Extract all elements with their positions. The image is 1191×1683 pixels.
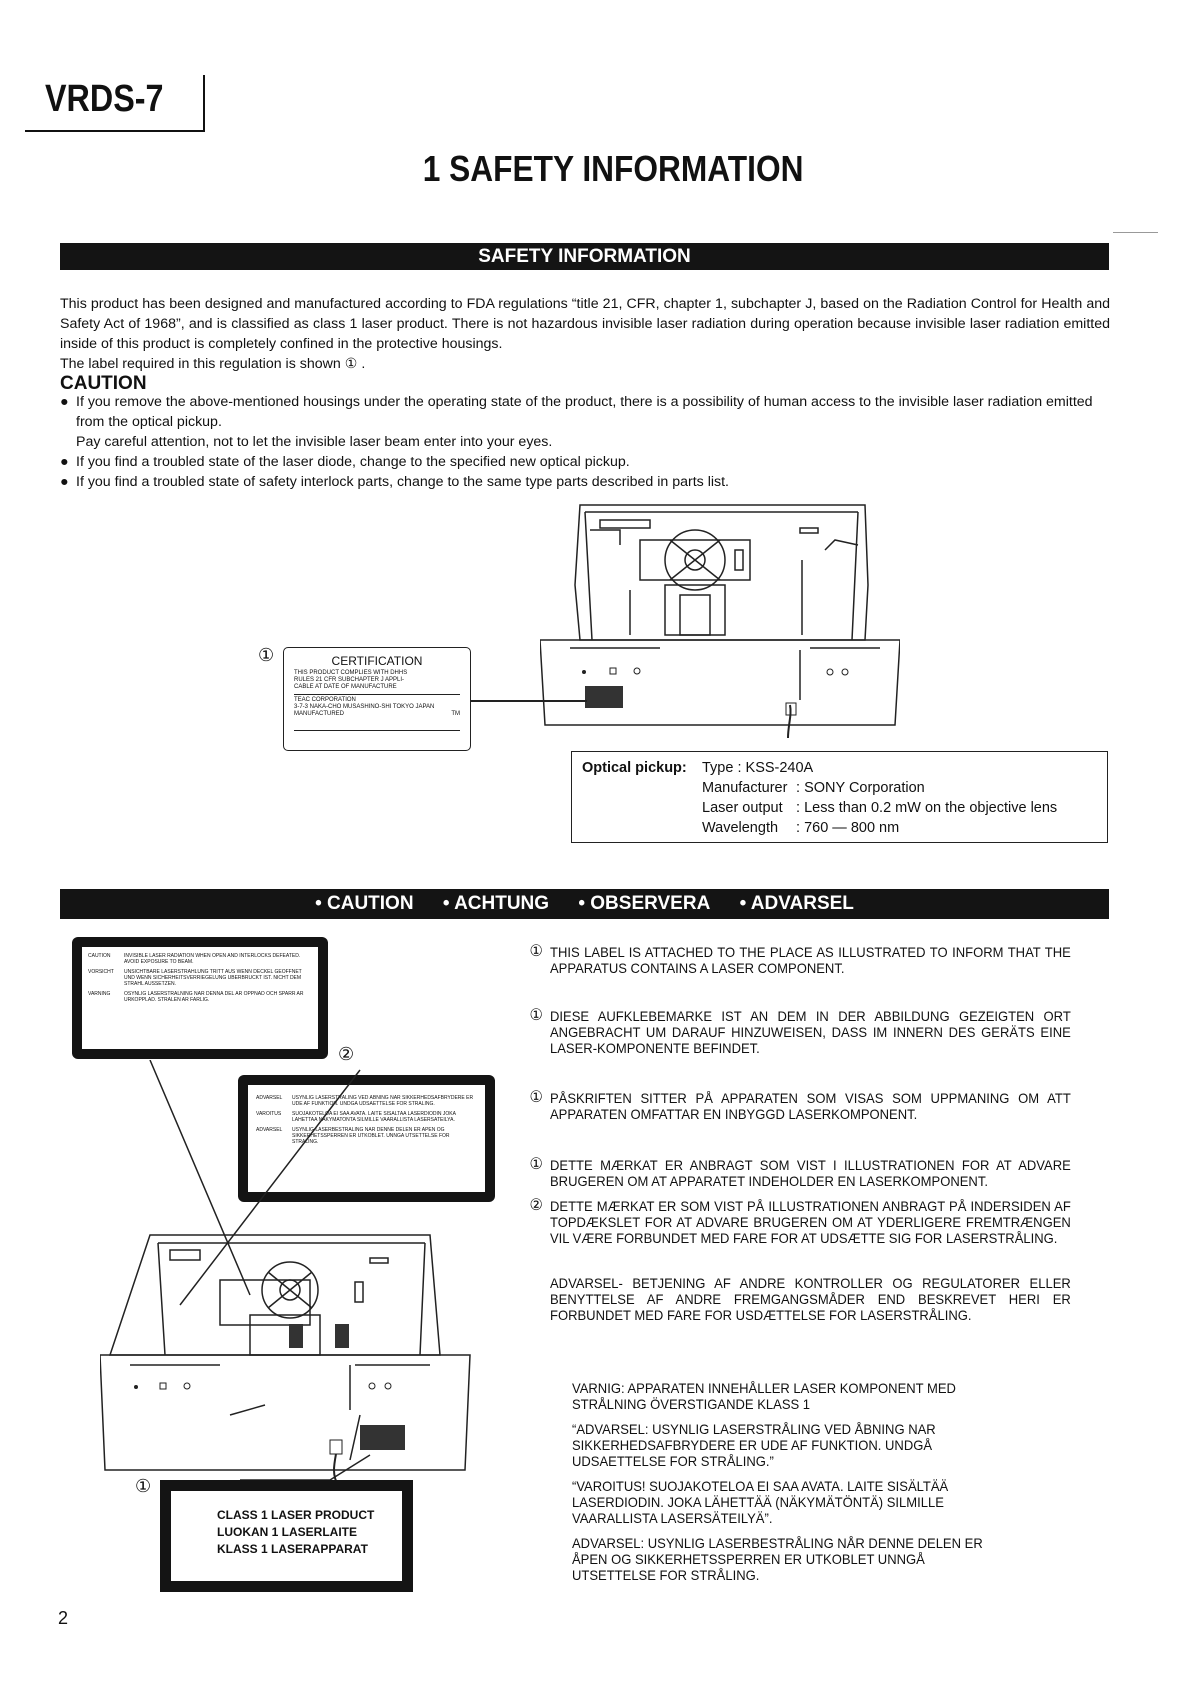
optical-row xyxy=(702,758,1057,778)
cert-bottom-rule xyxy=(294,730,460,731)
lang-text: DIESE AUFKLEBEMARKE IST AN DEM IN DER ABBILDUNG GEZEIGTEN ORT ANGEBRACHT UM DARAUF HINZUWEISEN, DASS IM INNERN DES GERÄTS EINE LASER-KOMPONENTE BEFINDET. xyxy=(550,1008,1071,1056)
label1-key: VORSICHT xyxy=(88,969,114,975)
label2-key: VAROITUS xyxy=(256,1111,282,1117)
note-varoitus: “VAROITUS! SUOJAKOTELOA EI SAA AVATA. LAITE SISÄLTÄÄ LASERDIODIN. JOKA LÄHETTÄÄ (NÄKYMÄTÖNTÄ) SILMILLE VAARALLISTA LASERSÄTEILYÄ”. xyxy=(572,1478,949,1526)
label1-row xyxy=(88,969,312,987)
bullet-text: If you remove the above-mentioned housings under the operating state of the product, there is a possibility of human access to the invisible laser radiation emitted from the optical pickup. xyxy=(76,394,1093,430)
caution-heading: CAUTION xyxy=(60,373,147,394)
bar-achtung: • ACHTUNG xyxy=(442,893,550,914)
label2-key: ADVARSEL xyxy=(256,1127,283,1133)
cert-address: 3-7-3 NAKA-CHO MUSASHINO-SHI TOKYO JAPAN xyxy=(294,704,435,710)
note-advarsel-no: ADVARSEL: USYNLIG LASERBESTRÅLING NÅR DENNE DELEN ER ÅPEN OG SIKKERHETSSPERREN ER UTKOBLET UNNGÅ UTSETTELSE FOR STRÅLING. xyxy=(572,1535,983,1583)
section-bar-safety: SAFETY INFORMATION xyxy=(60,243,1109,270)
optical-row xyxy=(702,818,1057,838)
lang-num: ① xyxy=(529,1156,543,1173)
bar-observera: • OBSERVERA xyxy=(578,893,711,914)
callout-1: ① xyxy=(258,645,275,665)
optical-key: Laser output xyxy=(702,800,783,816)
lang-item-en xyxy=(529,943,1071,976)
bar-advarsel: • ADVARSEL xyxy=(739,893,854,914)
section-bar-caution xyxy=(60,889,1109,919)
cert-tm: TM xyxy=(451,711,460,717)
lang-text: PÅSKRIFTEN SITTER PÅ APPARATEN SOM VISAS SOM UPPMANING OM ATT APPARATEN OMFATTAR EN INBYGGD LASERKOMPONENT. xyxy=(550,1090,1071,1122)
bullet-item: ● If you find a troubled state of the laser diode, change to the specified new optical pickup. xyxy=(60,454,630,470)
bullet-text: If you find a troubled state of safety interlock parts, change to the same type parts described in parts list. xyxy=(76,474,729,490)
model-divider xyxy=(203,75,205,132)
lang-num: ② xyxy=(529,1197,543,1214)
callout-1-bottom: ① xyxy=(135,1476,152,1496)
class-line: CLASS 1 LASER PRODUCT xyxy=(217,1508,375,1522)
certification-label xyxy=(283,647,471,751)
device-bottom-illustration xyxy=(100,1060,480,1490)
label2-text: SUOJAKOTELOA EI SAA AVATA. LAITE SISALTAA LASERDIODIN JOKA LAHETTAA NAKYMATONTA SILMILLE VAARALLISTA LASERSATEILYA. xyxy=(292,1111,456,1123)
label1-row xyxy=(88,991,312,1003)
cert-title: CERTIFICATION xyxy=(331,654,423,668)
label2-key: ADVARSEL xyxy=(256,1095,283,1101)
page-number: 2 xyxy=(58,1608,69,1628)
optical-row xyxy=(702,798,1057,818)
optical-label: Optical pickup: xyxy=(582,760,687,776)
model-underline xyxy=(25,130,205,132)
bar-caution: • CAUTION xyxy=(315,893,414,914)
lang-num: ① xyxy=(529,1007,543,1024)
optical-key: Manufacturer xyxy=(702,780,788,796)
optical-pickup-box xyxy=(571,751,1108,843)
lang-num: ① xyxy=(529,1089,543,1106)
page-title: 1 SAFETY INFORMATION xyxy=(422,148,804,189)
label1-key: CAUTION xyxy=(88,953,111,959)
optical-row xyxy=(702,778,1057,798)
optical-value: : SONY Corporation xyxy=(796,780,925,796)
label1-text: INVISIBLE LASER RADIATION WHEN OPEN AND INTERLOCKS DEFEATED. AVOID EXPOSURE TO BEAM. xyxy=(124,953,301,965)
label2-text: USYNLIG LASERBESTRALING NAR DENNE DELEN ER APEN OG SIKKERHETSSPERREN ER UTKOBLET. UNNGA UTSETTELSE FOR STRALING. xyxy=(292,1127,450,1145)
label1-text: UNSICHTBARE LASERSTRAHLUNG TRITT AUS WENN DECKEL GEOFFNET UND WENN SICHERHEITSVERRIEGELUNG UBERBRUCKT IST. NICHT DEM STRAHL AUSSETZEN. xyxy=(124,969,302,987)
lang-text: DETTE MÆRKAT ER ANBRAGT SOM VIST I ILLUSTRATIONEN FOR AT ADVARE BRUGEREN OM AT APPARATET INDEHOLDER EN LASERKOMPONENT. xyxy=(550,1157,1071,1189)
class-line: KLASS 1 LASERAPPARAT xyxy=(217,1542,368,1556)
optical-key: Type xyxy=(702,760,734,776)
cert-maker: TEAC CORPORATION xyxy=(294,694,460,704)
class-line: LUOKAN 1 LASERLAITE xyxy=(217,1525,358,1539)
optical-key: Wavelength xyxy=(702,820,779,836)
callout-2: ② xyxy=(338,1044,355,1064)
class-1-label xyxy=(160,1480,413,1592)
note-advarsel-dk: “ADVARSEL: USYNLIG LASERSTRÅLING VED ÅBNING NAR SIKKERHEDSAFBRYDERE ER UDE AF FUNKTION. UNDGÅ UDSAETTELSE FOR STRÅLING.” xyxy=(572,1421,936,1469)
lang-text: THIS LABEL IS ATTACHED TO THE PLACE AS ILLUSTRATED TO INFORM THAT THE APPARATUS CONTAINS A LASER COMPONENT. xyxy=(550,944,1071,976)
cert-line: THIS PRODUCT COMPLIES WITH DHHS xyxy=(294,670,408,676)
bullet-extra-text: Pay careful attention, not to let the invisible laser beam enter into your eyes. xyxy=(76,434,553,450)
model-name: VRDS-7 xyxy=(45,78,164,120)
note-varnig: VARNIG: APPARATEN INNEHÅLLER LASER KOMPONENT MED STRÅLNING ÖVERSTIGANDE KLASS 1 xyxy=(572,1380,956,1412)
intro-paragraph: This product has been designed and manufactured according to FDA regulations “title 21, CFR, chapter 1, subchapter J, based on the Radiation Control for Health and Safety Act of 1968”, and is classified as class 1 laser product. There is not hazardous invisible laser radiation during operation because invisible laser radiation emitted inside of this product is completely confined in the protective housings. xyxy=(60,296,1110,352)
lang-item-da2 xyxy=(529,1197,1071,1246)
label2-text: USYNLIG LASERSTRALING VED ABNING NAR SIKKERHEDSAFBRYDERE ER UDE AF FUNKTION. UNDGA UDSAETTELSE FOR STRALING. xyxy=(292,1095,474,1107)
lang-item-da xyxy=(529,1156,1071,1189)
label1-row xyxy=(88,953,312,965)
bullet-item: ● If you remove the above-mentioned housings under the operating state of the product, there is a possibility of human access to the invisible laser radiation emitted from the optical pickup. xyxy=(60,394,1093,430)
lang-num: ① xyxy=(529,943,543,960)
warning-label-1 xyxy=(72,937,328,1059)
lang-text: DETTE MÆRKAT ER SOM VIST PÅ ILLUSTRATIONEN ANBRAGT PÅ INDERSIDEN AF TOPDÆKSLET FOR AT ADVARE BRUGEREN OM AT YDERLIGERE FREMTRÆNGEN VIL VÆRE FORBUNDET MED FARE FOR AT UDSÆTTE SIG FOR LASERSTRÅLING. xyxy=(550,1198,1071,1246)
bullet-item: ● If you find a troubled state of safety interlock parts, change to the same type parts described in parts list. xyxy=(60,474,729,490)
label-line: The label required in this regulation is shown ① . xyxy=(60,356,366,372)
lang-item-sv xyxy=(529,1089,1071,1122)
caution-bullets xyxy=(60,392,1110,492)
leader-line xyxy=(471,700,587,702)
label1-key: VARNING xyxy=(88,991,111,997)
cert-manufactured: MANUFACTURED xyxy=(294,711,345,717)
lang-item-de xyxy=(529,1007,1071,1056)
cert-line: CABLE AT DATE OF MANUFACTURE xyxy=(294,684,397,690)
optical-value: : 760 — 800 nm xyxy=(796,820,900,836)
bullet-text: If you find a troubled state of the laser diode, change to the specified new optical pickup. xyxy=(76,454,630,470)
scan-mark xyxy=(1113,232,1158,233)
optical-value: : Less than 0.2 mW on the objective lens xyxy=(796,800,1058,816)
bullet-extra xyxy=(60,432,1110,452)
cert-line: RULES 21 CFR SUBCHAPTER J APPLI- xyxy=(294,677,405,683)
device-top-illustration xyxy=(540,500,900,750)
advarsel-text: ADVARSEL- BETJENING AF ANDRE KONTROLLER OG REGULATORER ELLER BENYTTELSE AF ANDRE FREMGANGSMÅDER END BESKREVET HERI ER FORBUNDET MED FARE FOR USDÆTTELSE FOR LASERSTRÅLING. xyxy=(550,1275,1071,1323)
label1-text: OSYNLIG LASERSTRALNING NAR DENNA DEL AR OPPNAD OCH SPARR AR URKOPPLAD. STRALEN AR FARLIG. xyxy=(124,991,304,1003)
optical-value: : KSS-240A xyxy=(737,760,814,776)
